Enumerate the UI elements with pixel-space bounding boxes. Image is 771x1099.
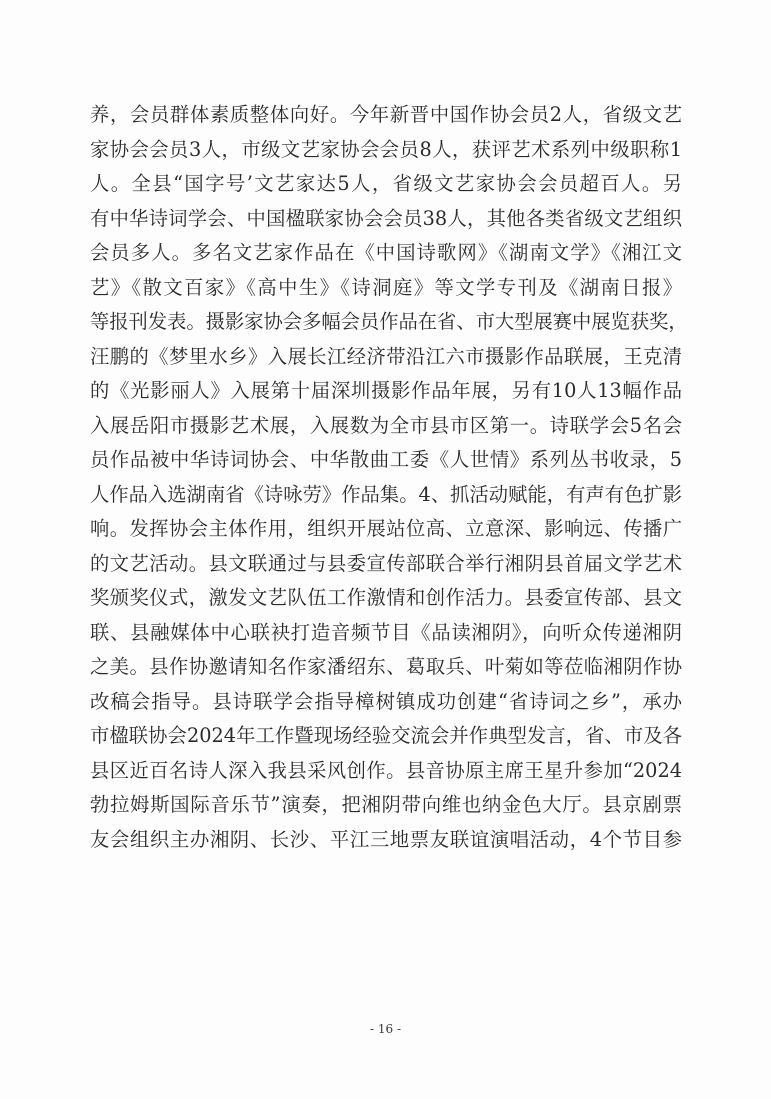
- text-line: 友会组织主办湘阴、长沙、平江三地票友联谊演唱活动，4个节目参: [90, 827, 682, 851]
- text-line: 人作品入选湖南省《诗咏劳》作品集。4、抓活动赋能，有声有色扩影: [90, 482, 682, 506]
- text-line: 县区近百名诗人深入我县采风创作。县音协原主席王星升参加“2024: [90, 758, 682, 782]
- text-line: 勃拉姆斯国际音乐节”演奏，把湘阴带向维也纳金色大厅。县京剧票: [90, 793, 682, 816]
- text-line: 入展岳阳市摄影艺术展，入展数为全市县市区第一。诗联学会5名会: [90, 413, 682, 437]
- text-line: 会员多人。多名文艺家作品在《中国诗歌网》《湖南文学》《湘江文: [90, 241, 682, 264]
- text-line: 艺》《散文百家》《高中生》《诗洞庭》等文学专刊及《湖南日报》: [90, 275, 682, 299]
- body-text: [90, 98, 688, 857]
- text-line: 汪鹏的《梦里水乡》入展长江经济带沿江六市摄影作品联展，王克清: [90, 344, 682, 368]
- text-line: 养，会员群体素质整体向好。今年新晋中国作协会员2人，省级文艺: [90, 103, 682, 126]
- text-line: 人。全县“国字号’文艺家达5人，省级文艺家协会会员超百人。另: [90, 172, 682, 195]
- text-line: 改稿会指导。县诗联学会指导樟树镇成功创建“省诗词之乡”，承办: [90, 689, 682, 713]
- text-line: 的《光影丽人》入展第十届深圳摄影作品年展，另有10人13幅作品: [90, 379, 682, 402]
- text-line: 市楹联协会2024年工作暨现场经验交流会并作典型发言，省、市及各: [90, 724, 682, 747]
- text-line: 联、县融媒体中心联袂打造音频节目《品读湘阴》，向听众传递湘阴: [90, 620, 682, 644]
- text-line: 之美。县作协邀请知名作家潘绍东、葛取兵、叶菊如等莅临湘阴作协: [90, 655, 682, 678]
- text-line: 响。发挥协会主体作用，组织开展站位高、立意深、影响远、传播广: [90, 517, 682, 540]
- text-line: 奖颁奖仪式，激发文艺队伍工作激情和创作活力。县委宣传部、县文: [90, 586, 682, 609]
- text-line: 有中华诗词学会、中国楹联家协会会员38人，其他各类省级文艺组织: [90, 206, 682, 230]
- page-number: - 16 -: [369, 1022, 401, 1036]
- text-line: 家协会会员3人，市级文艺家协会会员8人，获评艺术系列中级职称1: [90, 137, 682, 161]
- text-line: 员作品被中华诗词协会、中华散曲工委《人世情》系列丛书收录，5: [90, 448, 682, 471]
- text-line: 的文艺活动。县文联通过与县委宣传部联合举行湘阴县首届文学艺术: [90, 551, 682, 575]
- text-line: 等报刊发表。摄影家协会多幅会员作品在省、市大型展赛中展览获奖，: [90, 310, 688, 333]
